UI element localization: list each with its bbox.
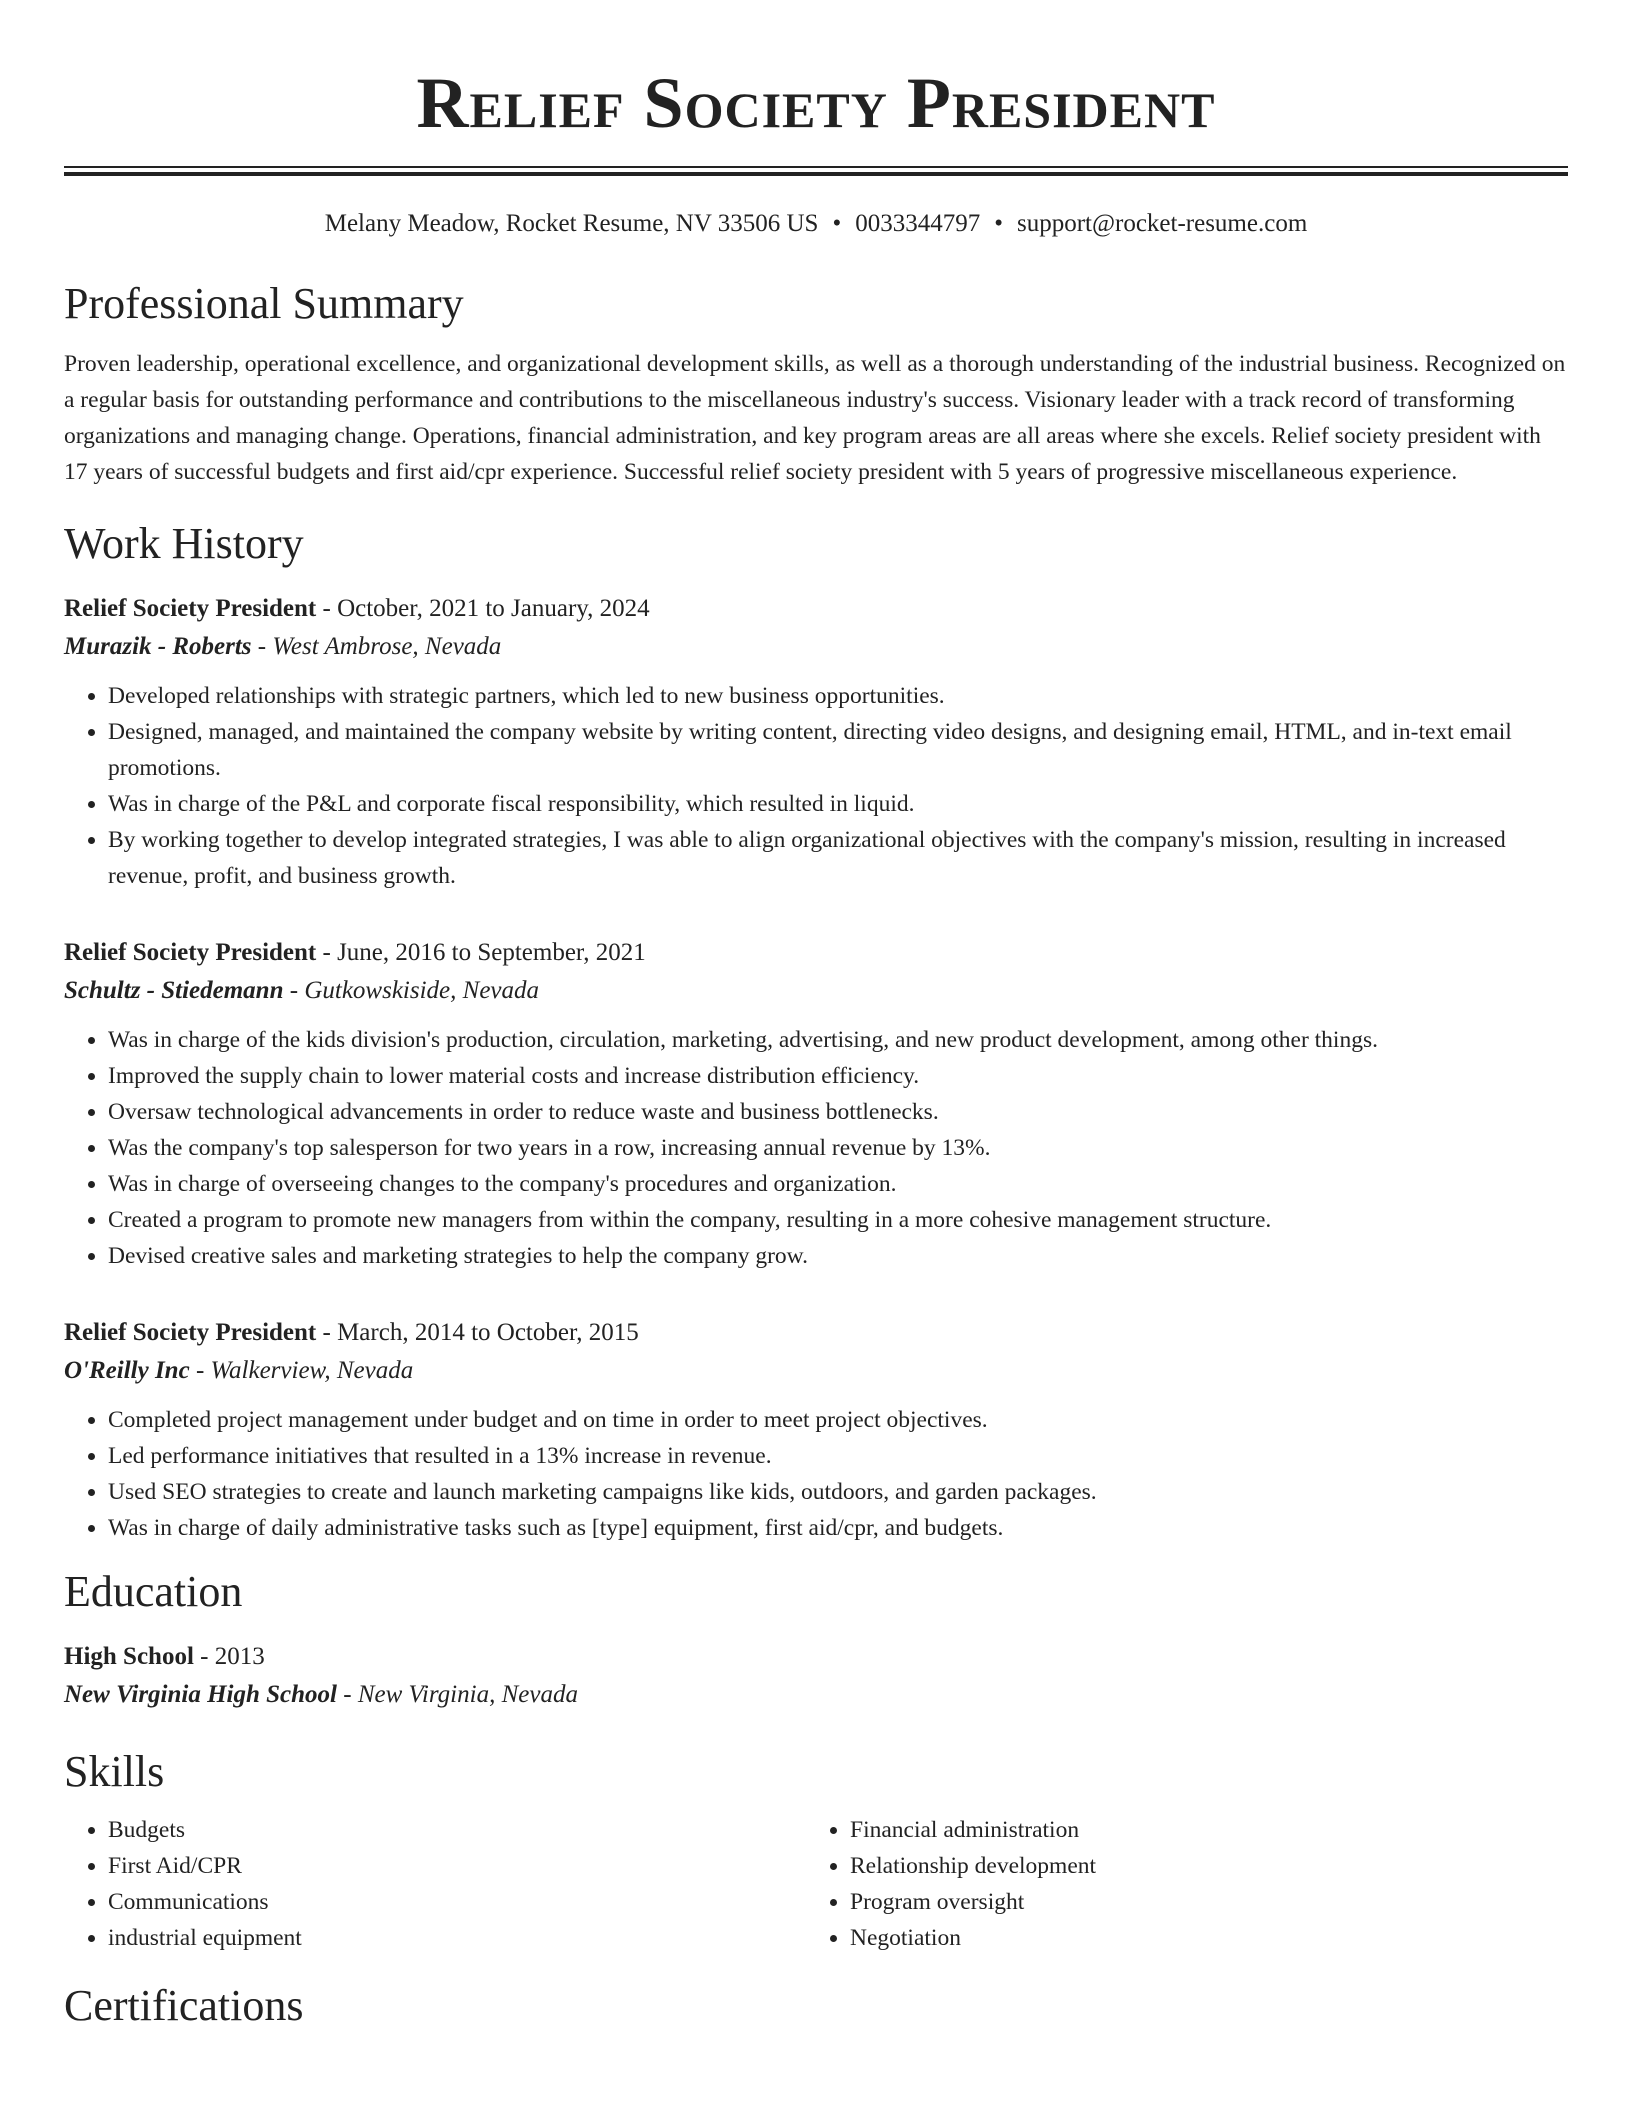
title-divider (64, 166, 1568, 176)
job-bullet: • Used SEO strategies to create and launch marketing campaigns like kids, outdoors, and garden packages. (108, 1474, 1568, 1510)
summary-text: Proven leadership, operational excellence, and organizational development skills, as well as a thorough understanding of the industrial business. Recognized on a regular basis for outstanding performance and contributions to the miscellaneous industry's success. Visionary leader with a track record of transforming organizations and managing change. Operations, financial administration, and key program areas are all areas where she excels. Relief society president with 17 years of successful budgets and first aid/cpr experience. Successful relief society president with 5 years of progressive miscellaneous experience. (64, 351, 1566, 485)
job-bullets (64, 1022, 1568, 1274)
job-title-line (64, 1314, 1568, 1352)
employer-location: - Gutkowskiside, Nevada (283, 977, 540, 1004)
job-dates: - March, 2014 to October, 2015 (316, 1319, 639, 1346)
job-bullet: • Devised creative sales and marketing strategies to help the company grow. (108, 1238, 1568, 1274)
job-bullets (64, 1402, 1568, 1546)
employer-name: O'Reilly Inc (64, 1357, 190, 1384)
job-bullet: • Was the company's top salesperson for two years in a row, increasing annual revenue by 13%. (108, 1130, 1568, 1166)
work-history-heading: Work History (64, 519, 304, 568)
skill-item: • Financial administration (850, 1812, 1548, 1848)
job-bullet: • Created a program to promote new managers from within the company, resulting in a more cohesive management structure. (108, 1202, 1568, 1238)
degree: High School (64, 1643, 194, 1670)
skill-item: • Program oversight (850, 1884, 1548, 1920)
skill-item: • Relationship development (850, 1848, 1548, 1884)
job-entry (64, 1314, 1568, 1546)
skills-heading: Skills (64, 1747, 165, 1796)
contact-line (64, 208, 1568, 240)
resume-title: Relief Society President (416, 63, 1216, 143)
school-line (64, 1676, 1568, 1714)
contact-phone: 0033344797 (855, 210, 981, 237)
education-heading: Education (64, 1567, 243, 1616)
skills-column-left (64, 1812, 806, 1956)
job-bullet: • Completed project management under budget and on time in order to meet project objectives. (108, 1402, 1568, 1438)
contact-separator: • (832, 210, 842, 237)
job-bullet: • Was in charge of the kids division's production, circulation, marketing, advertising, and new product development, among other things. (108, 1022, 1568, 1058)
employer-line (64, 628, 1568, 666)
skill-item: • industrial equipment (108, 1920, 806, 1956)
job-title-line (64, 590, 1568, 628)
job-title: Relief Society President (64, 939, 317, 966)
certifications-heading: Certifications (64, 1981, 304, 2030)
education-entry (64, 1638, 1568, 1714)
job-title: Relief Society President (64, 595, 317, 622)
school-location: - New Virginia, Nevada (337, 1681, 578, 1708)
employer-location: - West Ambrose, Nevada (251, 633, 502, 660)
job-bullets (64, 678, 1568, 894)
degree-line (64, 1638, 1568, 1676)
skills-grid (64, 1812, 1568, 1956)
school-name: New Virginia High School (64, 1681, 337, 1708)
job-entry (64, 934, 1568, 1274)
job-bullet: • Designed, managed, and maintained the company website by writing content, directing video designs, and designing email, HTML, and in-text email promotions. (108, 714, 1568, 786)
skills-column-right (806, 1812, 1548, 1956)
job-bullet: • Oversaw technological advancements in order to reduce waste and business bottlenecks. (108, 1094, 1568, 1130)
employer-name: Schultz - Stiedemann (64, 977, 284, 1004)
job-bullet: • By working together to develop integrated strategies, I was able to align organizational objectives with the company's mission, resulting in increased revenue, profit, and business growth. (108, 822, 1568, 894)
job-bullet: • Led performance initiatives that resulted in a 13% increase in revenue. (108, 1438, 1568, 1474)
employer-line (64, 972, 1568, 1010)
job-dates: - October, 2021 to January, 2024 (316, 595, 650, 622)
contact-separator: • (994, 210, 1003, 237)
employer-line (64, 1352, 1568, 1390)
job-bullet: • Improved the supply chain to lower material costs and increase distribution efficiency. (108, 1058, 1568, 1094)
job-bullet: • Developed relationships with strategic partners, which led to new business opportunities. (108, 678, 1568, 714)
skill-item: • First Aid/CPR (108, 1848, 806, 1884)
job-bullet: • Was in charge of overseeing changes to the company's procedures and organization. (108, 1166, 1568, 1202)
summary-heading: Professional Summary (64, 279, 464, 328)
contact-address: Melany Meadow, Rocket Resume, NV 33506 US (324, 210, 819, 237)
skill-item: • Budgets (108, 1812, 806, 1848)
job-bullet: • Was in charge of the P&L and corporate fiscal responsibility, which resulted in liquid. (108, 786, 1568, 822)
job-title-line (64, 934, 1568, 972)
job-title: Relief Society President (64, 1319, 317, 1346)
job-dates: - June, 2016 to September, 2021 (316, 939, 646, 966)
job-entry (64, 590, 1568, 894)
employer-location: - Walkerview, Nevada (189, 1357, 414, 1384)
skill-item: • Negotiation (850, 1920, 1548, 1956)
graduation-year: - 2013 (193, 1643, 265, 1670)
skill-item: • Communications (108, 1884, 806, 1920)
job-bullet: • Was in charge of daily administrative tasks such as [type] equipment, first aid/cpr, and budgets. (108, 1510, 1568, 1546)
employer-name: Murazik - Roberts (64, 633, 252, 660)
contact-email: support@rocket-resume.com (1016, 210, 1308, 237)
